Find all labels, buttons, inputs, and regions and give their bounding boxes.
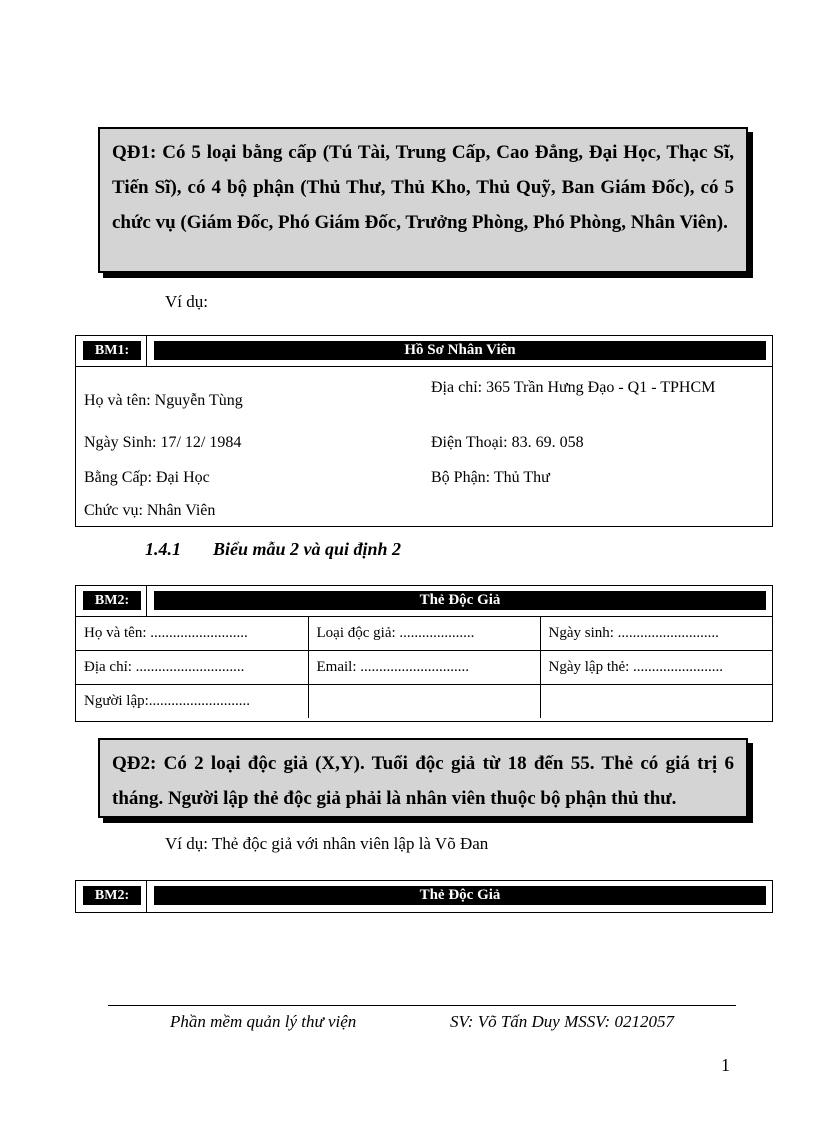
table-row [76,685,772,719]
cell-creator: Người lập:........................... [76,685,308,719]
rule-qd1-text: QĐ1: Có 5 loại bằng cấp (Tú Tài, Trung Cấp, Cao Đẳng, Đại Học, Thạc Sĩ, Tiến Sĩ), có 4 bộ phận (Thủ Thư, Thủ Kho, Thủ Quỹ, Ban Giám Đốc), có 5 chức vụ (Giám Đốc, Phó Giám Đốc, Trưởng Phòng, Phó Phòng, Nhân Viên). [112,142,734,233]
form-bm2-grid [76,617,772,718]
form-bm2-code: BM2: [83,591,141,610]
section-heading [145,539,401,560]
cell-email: Email: ............................. [308,651,540,685]
example-label-2: Ví dụ: Thẻ độc giả với nhân viên lập là Võ Đan [165,834,489,853]
footer-rule [108,1005,736,1006]
form-bm1-title: Hồ Sơ Nhân Viên [154,341,766,360]
section-title: Biểu mẫu 2 và qui định 2 [213,539,402,559]
form-bm2-header [76,586,772,617]
form-bm2-example-header [76,881,772,912]
footer-software-name: Phần mềm quản lý thư viện [170,1012,357,1031]
form-bm2-example [75,880,773,913]
form-bm2-example-title: Thẻ Độc Giả [154,886,766,905]
form-bm2-example-divider [146,881,147,912]
form-bm1 [75,335,773,527]
cell-reader-name: Họ và tên: .......................... [76,617,308,651]
footer-student-info: SV: Võ Tấn Duy MSSV: 0212057 [450,1012,674,1031]
field-address: Địa chỉ: 365 Trần Hưng Đạo - Q1 - TPHCM [431,379,716,396]
cell-reader-type: Loại độc giả: .................... [308,617,540,651]
field-phone: Điện Thoại: 83. 69. 058 [431,434,584,451]
rule-qd2-text: QĐ2: Có 2 loại độc giả (X,Y). Tuổi độc giả từ 18 đến 55. Thẻ có giá trị 6 tháng. Người lập thẻ độc giả phải là nhân viên thuộc bộ phận thủ thư. [112,753,734,809]
field-birth: Ngày Sinh: 17/ 12/ 1984 [84,434,242,451]
table-row [76,617,772,651]
form-bm1-header [76,336,772,367]
cell-birth-date: Ngày sinh: ........................... [540,617,772,651]
cell-card-date: Ngày lập thẻ: ........................ [540,651,772,685]
form-bm2 [75,585,773,722]
form-bm2-title: Thẻ Độc Giả [154,591,766,610]
form-bm2-divider [146,586,147,616]
field-degree: Bằng Cấp: Đại Học [84,469,210,486]
section-number: 1.4.1 [145,539,181,559]
page-number: 1 [721,1055,730,1075]
table-row [76,651,772,685]
form-bm2-example-code: BM2: [83,886,141,905]
field-department: Bộ Phận: Thủ Thư [431,469,550,486]
form-bm1-code: BM1: [83,341,141,360]
form-bm1-divider [146,336,147,366]
cell-empty [540,685,772,719]
example-label-1: Ví dụ: [165,292,208,311]
rule-box-qd1 [98,127,748,273]
field-position: Chức vụ: Nhân Viên [84,502,216,519]
field-name: Họ và tên: Nguyễn Tùng [84,392,243,409]
rule-box-qd2 [98,738,748,818]
cell-address: Địa chỉ: ............................. [76,651,308,685]
cell-empty [308,685,540,719]
